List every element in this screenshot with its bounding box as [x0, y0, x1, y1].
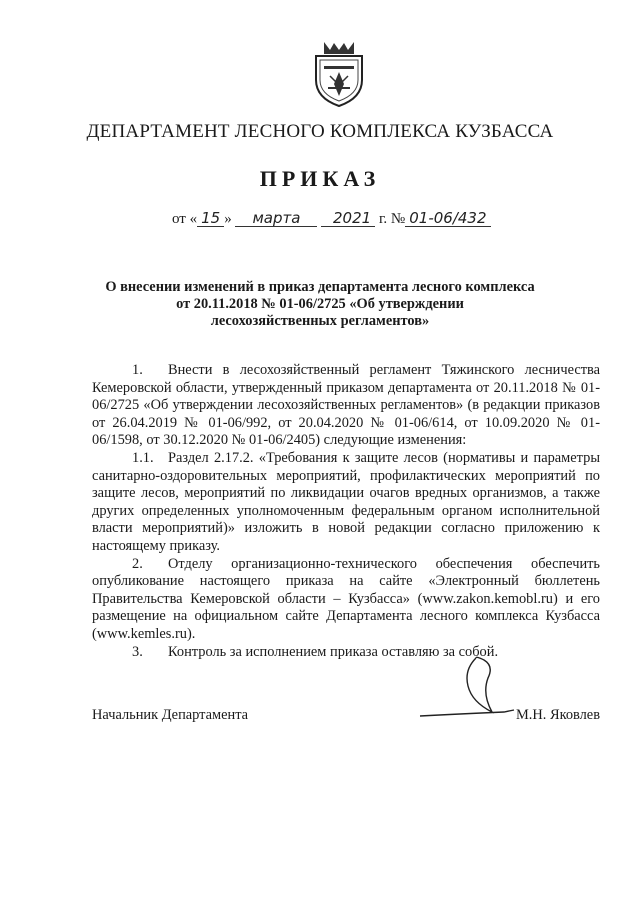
order-body: [92, 362, 600, 661]
paragraph-1-text: Внести в лесохозяйственный регламент Тяжинского лесничества Кемеровской области, утвержденный приказом департамента от 20.11.2018 № 01-06/2725 «Об утверждении лесохозяйственных регламентов» (в редакции приказов от 26.04.2019 № 01-06/992, от 20.04.2020 № 01-06/614, от 10.09.2020 № 01-06/1598, от 30.12.2020 № 01-06/2405) следующие изменения:: [92, 362, 600, 449]
signatory-position: Начальник Департамента: [92, 707, 249, 723]
order-subject: [100, 279, 540, 330]
date-month: марта: [235, 210, 317, 227]
date-year: 2021: [321, 210, 375, 227]
paragraph-2-number: 2.: [132, 555, 143, 572]
date-mid: »: [224, 211, 232, 227]
paragraph-1-number: 1.: [132, 362, 143, 378]
department-name: ДЕПАРТАМЕНТ ЛЕСНОГО КОМПЛЕКСА КУЗБАССА: [86, 121, 554, 142]
date-suffix: г. №: [378, 211, 406, 227]
paragraph-3-text: Контроль за исполнением приказа оставляю за собой.: [168, 643, 499, 660]
paragraph-1-1: [92, 450, 600, 556]
signatory-name: М.Н. Яковлев: [515, 707, 600, 723]
order-title: ПРИКАЗ: [259, 166, 381, 191]
handwritten-signature: [418, 650, 518, 730]
paragraph-2-text: Отделу организационно-технического обеспечения обеспечить опубликование настоящего приказа на сайте «Электронный бюллетень Правительства Кемеровской области – Кузбасса» (www.zakon.kemobl.ru) и его размещение на официальном сайте Департамента лесного комплекса Кузбасса (www.kemles.ru).: [92, 555, 600, 642]
paragraph-1-1-number: 1.1.: [132, 449, 154, 466]
coat-of-arms-icon: [310, 38, 368, 108]
subject-line-2: от 20.11.2018 № 01-06/2725 «Об утверждении: [176, 296, 464, 312]
subject-line-3: лесохозяйственных регламентов»: [210, 313, 430, 329]
subject-line-1: О внесении изменений в приказ департамента лесного комплекса: [105, 279, 535, 295]
order-number: 01-06/432: [405, 210, 490, 227]
paragraph-2: [92, 556, 600, 644]
order-dateline: [172, 210, 491, 228]
paragraph-1: [92, 362, 600, 450]
date-day: 15: [197, 210, 224, 227]
paragraph-3-number: 3.: [132, 643, 143, 660]
paragraph-3: [92, 644, 600, 662]
paragraph-1-1-text: Раздел 2.17.2. «Требования к защите лесов (нормативы и параметры санитарно-оздоровительных мероприятий, профилактических мероприятий по защите лесов, мероприятий по ликвидации очагов вредных организмов, а также других определенных уполномоченным федеральным органом исполнительной власти мероприятий)» изложить в новой редакции согласно приложению к настоящему приказу.: [92, 449, 600, 554]
date-prefix: от «: [172, 211, 198, 227]
